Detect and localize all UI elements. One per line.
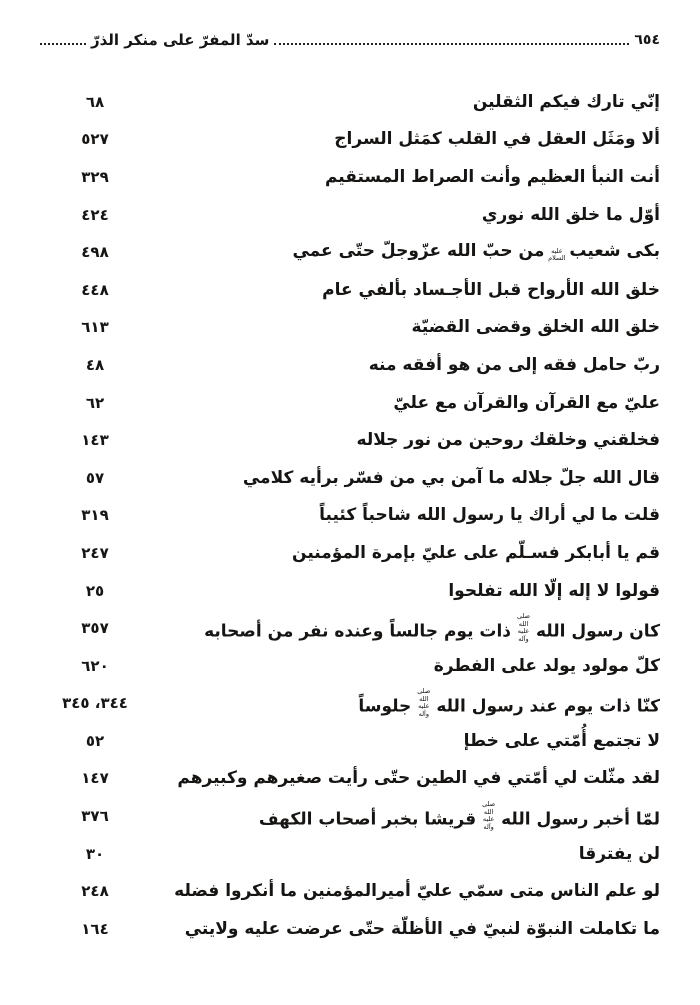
index-entry — [40, 797, 660, 835]
dot-leader — [274, 43, 629, 45]
hadith-text — [177, 768, 660, 788]
entry-page-number: ٣٢٩ — [81, 167, 109, 186]
hadith-text — [369, 355, 660, 375]
hadith-text — [292, 241, 660, 262]
hadith-text — [204, 613, 660, 643]
hadith-text-segment: ما تكاملت النبوّة لنبيّ في الأظلّة حتّى عرضت عليه ولايتي — [184, 918, 660, 939]
hadith-text-segment: لمّا أخبر رسول الله — [501, 809, 660, 830]
entry-page-number: ٦٨ — [85, 92, 105, 111]
dot-leader — [40, 43, 86, 45]
entry-page-number: ٦١٣ — [81, 318, 109, 337]
index-entry — [40, 196, 660, 234]
salawat-symbol: صلى الله عليه وآله — [516, 612, 531, 643]
hadith-text-segment: خلق الله الخلق وقضى القضيّة — [411, 317, 660, 338]
running-header — [40, 26, 660, 54]
hadith-text-segment: خلق الله الأرواح قبل الأجـساد بألفي عام — [322, 279, 660, 300]
index-entry — [40, 534, 660, 572]
index-entry — [40, 609, 660, 647]
index-entry — [40, 83, 660, 121]
entry-page-number: ٥٢٧ — [81, 130, 109, 149]
index-entry — [40, 835, 660, 873]
hadith-text-segment: قولوا لا إله إلّا الله تفلحوا — [448, 580, 660, 601]
hadith-text-segment: ربّ حامل فقه إلى من هو أفقه منه — [368, 354, 660, 375]
hadith-text-segment: قريشا بخبر أصحاب الكهف — [258, 809, 477, 830]
hadith-text — [243, 468, 660, 488]
index-entry — [40, 572, 660, 610]
hadith-text-segment: إنّي تارك فيكم الثقلين — [472, 91, 660, 112]
entry-page-number: ٣٧٦ — [81, 807, 109, 826]
index-entry — [40, 497, 660, 535]
entry-page-number: ٢٤٨ — [81, 882, 109, 901]
entry-page-number: ٣١٩ — [81, 506, 109, 525]
index-entry — [40, 233, 660, 271]
entry-page-number: ١٤٣ — [81, 431, 109, 450]
index-entry — [40, 647, 660, 685]
entry-page-number: ٣٥٧ — [81, 619, 109, 638]
hadith-text-segment: قم يا أبابكر فسـلّم على عليّ بإمرة المؤمنين — [292, 542, 660, 563]
hadith-text-segment: ذات يوم جالساً وعنده نفر من أصحابه — [204, 621, 511, 642]
hadith-text-segment: عليّ مع القرآن والقرآن مع عليّ — [393, 392, 660, 413]
hadith-text — [185, 919, 660, 939]
hadith-text — [325, 167, 660, 187]
hadith-text — [579, 844, 660, 864]
hadith-text-segment: بكى شعيب — [569, 241, 660, 262]
hadith-text-segment: قال الله جلّ جلاله ما آمن بي من فسّر برأيه كلامي — [242, 467, 660, 488]
salawat-symbol: صلى الله عليه وآله — [482, 800, 496, 831]
hadith-text-segment: كان رسول الله — [536, 621, 660, 642]
hadith-text — [319, 505, 660, 525]
hadith-text-segment: قلت ما لي أراك يا رسول الله شاحباً كئيباً — [319, 505, 660, 526]
index-entry — [40, 872, 660, 910]
index-entry — [40, 910, 660, 948]
alayhissalam-symbol: عليه السلام — [548, 246, 566, 263]
entry-page-number: ٢٥ — [85, 581, 105, 600]
hadith-text-segment: لا تجتمع أُمّتي على خطإ — [463, 730, 660, 751]
header-book-title: سدّ المفرّ على منكر الذرّ — [91, 31, 270, 49]
index-entry — [40, 346, 660, 384]
entry-page-number: ٤٨ — [85, 355, 105, 374]
entry-page-number: ٦٢ — [85, 393, 105, 412]
entry-page-number: ٣٤٤، ٣٤٥ — [62, 694, 128, 713]
header-page-number: ٦٥٤ — [634, 32, 660, 48]
hadith-index-list — [40, 83, 660, 948]
hadith-text-segment: من حبّ الله عزّوجلّ حتّى عمي — [292, 241, 545, 262]
hadith-text-segment: جلوساً — [358, 696, 412, 717]
entry-page-number: ٣٠ — [85, 844, 105, 863]
index-entry — [40, 421, 660, 459]
hadith-text-segment: أنت النبأ العظيم وأنت الصراط المستقيم — [324, 166, 660, 187]
entry-page-number: ٤٤٨ — [81, 280, 109, 299]
index-entry — [40, 271, 660, 309]
hadith-text — [174, 881, 660, 901]
hadith-text-segment: فخلقني وخلقك روحين من نور جلاله — [356, 430, 660, 451]
hadith-text — [357, 430, 660, 450]
hadith-text — [358, 688, 660, 718]
hadith-text-segment: كلّ مولود يولد على الفطرة — [433, 655, 660, 676]
entry-page-number: ١٦٤ — [81, 919, 109, 938]
hadith-text-segment: لن يفترقا — [578, 843, 660, 864]
hadith-text — [292, 543, 660, 563]
entry-page-number: ٢٤٧ — [81, 543, 109, 562]
index-entry — [40, 384, 660, 422]
entry-page-number: ٥٢ — [85, 731, 105, 750]
hadith-text-segment: لو علم الناس متى سمّي عليّ أميرالمؤمنين ما أنكروا فضله — [174, 881, 660, 902]
entry-page-number: ٤٢٤ — [81, 205, 109, 224]
hadith-text — [482, 205, 660, 225]
index-entry — [40, 309, 660, 347]
index-entry — [40, 685, 660, 723]
hadith-text — [322, 280, 660, 300]
entry-page-number: ٥٧ — [85, 468, 105, 487]
hadith-text — [464, 731, 660, 751]
hadith-text — [473, 92, 660, 112]
index-entry — [40, 121, 660, 159]
hadith-text — [434, 656, 660, 676]
hadith-text — [412, 317, 660, 337]
index-entry — [40, 722, 660, 760]
hadith-text-segment: كنّا ذات يوم عند رسول الله — [436, 696, 660, 717]
hadith-text — [448, 581, 660, 601]
entry-page-number: ٤٩٨ — [81, 243, 109, 262]
hadith-text — [393, 393, 660, 413]
index-entry — [40, 158, 660, 196]
hadith-text — [259, 801, 660, 831]
index-entry — [40, 459, 660, 497]
index-entry — [40, 760, 660, 798]
entry-page-number: ٦٢٠ — [81, 656, 109, 675]
hadith-text-segment: ألا ومَثَل العقل في القلب كمَثل السراج — [334, 129, 660, 150]
entry-page-number: ١٤٧ — [81, 769, 109, 788]
salawat-symbol: صلى الله عليه وآله — [417, 687, 431, 718]
hadith-text-segment: لقد مثّلت لي أمّتي في الطين حتّى رأيت صغيرهم وكبيرهم — [177, 768, 660, 789]
hadith-text-segment: أوّل ما خلق الله نوري — [481, 204, 660, 225]
hadith-text — [334, 129, 660, 149]
